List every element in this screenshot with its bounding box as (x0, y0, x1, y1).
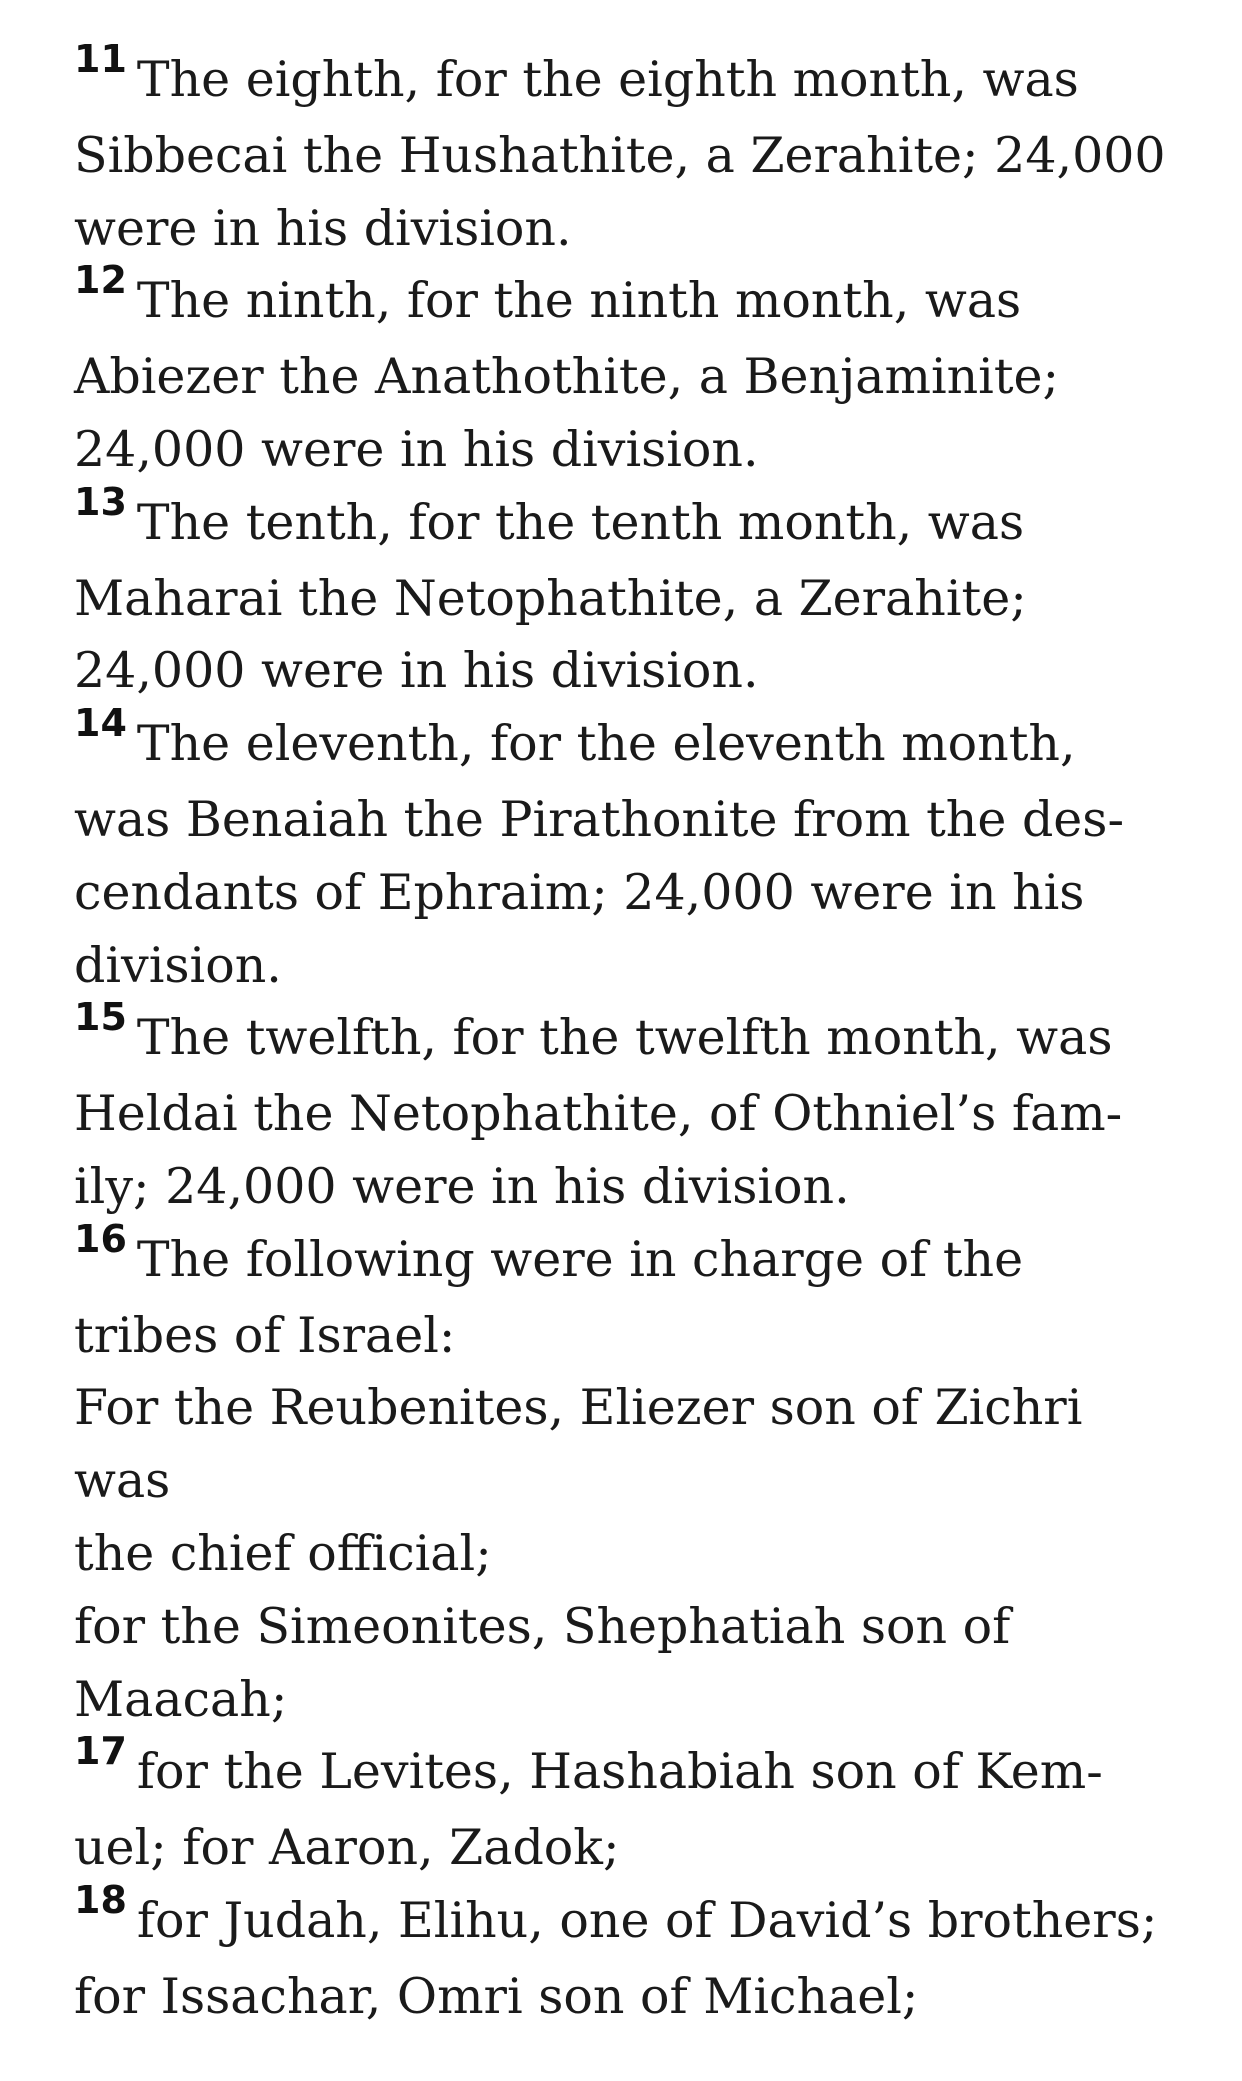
verse-line: The tenth, for the tenth month, was (136, 493, 1025, 551)
verse-line: ily; 24,000 were in his division. (74, 1157, 850, 1215)
paragraph-reubenites (74, 1372, 1194, 1590)
verse-number: 15 (74, 995, 127, 1040)
verse-line: Maharai the Netophathite, a Zerahite; (74, 569, 1027, 627)
scripture-text (74, 37, 1194, 2034)
verse-line: Sibbecai the Hushathite, a Zerahite; 24,000 (74, 126, 1166, 184)
verse-number: 16 (74, 1216, 127, 1261)
verse-line: 24,000 were in his division. (74, 642, 759, 700)
verse-line: were in his division. (74, 199, 572, 257)
verse-line: tribes of Israel: (74, 1306, 456, 1364)
verse-line: The eighth, for the eighth month, was (136, 51, 1079, 108)
verse-number: 12 (74, 258, 127, 303)
verse-14 (74, 701, 1194, 1002)
verse-line: cendants of Ephraim; 24,000 were in his (74, 863, 1085, 921)
verse-18 (74, 1877, 1194, 2034)
verse-line: Abiezer the Anathothite, a Benjaminite; (74, 348, 1060, 406)
paragraph-simeonites (74, 1591, 1194, 1737)
verse-line: The ninth, for the ninth month, was (136, 272, 1022, 330)
verse-line: The following were in charge of the (136, 1230, 1024, 1288)
verse-line: The eleventh, for the eleventh month, (136, 715, 1076, 773)
verse-line: The twelfth, for the twelfth month, was (136, 1009, 1113, 1067)
verse-17 (74, 1729, 1194, 1885)
paragraph-line: for the Simeonites, Shephatiah son of (74, 1597, 1011, 1655)
paragraph-line: the chief official; (74, 1524, 492, 1582)
paragraph-line: Maacah; (74, 1670, 288, 1728)
verse-line: division. (74, 936, 282, 994)
verse-number: 17 (74, 1729, 127, 1774)
verse-line: was Benaiah the Pirathonite from the des- (74, 790, 1125, 848)
verse-line: uel; for Aaron, Zadok; (74, 1819, 620, 1877)
paragraph-line: For the Reubenites, Eliezer son of Zichri was (74, 1379, 1083, 1510)
verse-number: 13 (74, 479, 127, 524)
verse-number: 14 (74, 701, 127, 746)
verse-13 (74, 479, 1194, 708)
verse-number: 11 (74, 37, 127, 81)
verse-line: for Judah, Elihu, one of David’s brothers; (136, 1891, 1158, 1949)
verse-16 (74, 1216, 1194, 1373)
verse-11 (74, 37, 1194, 265)
verse-number: 18 (74, 1877, 127, 1922)
verse-line: for the Levites, Hashabiah son of Kem- (136, 1743, 1103, 1801)
verse-line: Heldai the Netophathite, of Othniel’s fam- (74, 1085, 1123, 1143)
verse-15 (74, 995, 1194, 1223)
verse-12 (74, 258, 1194, 486)
verse-line: 24,000 were in his division. (74, 420, 759, 478)
verse-line: for Issachar, Omri son of Michael; (74, 1967, 919, 2025)
